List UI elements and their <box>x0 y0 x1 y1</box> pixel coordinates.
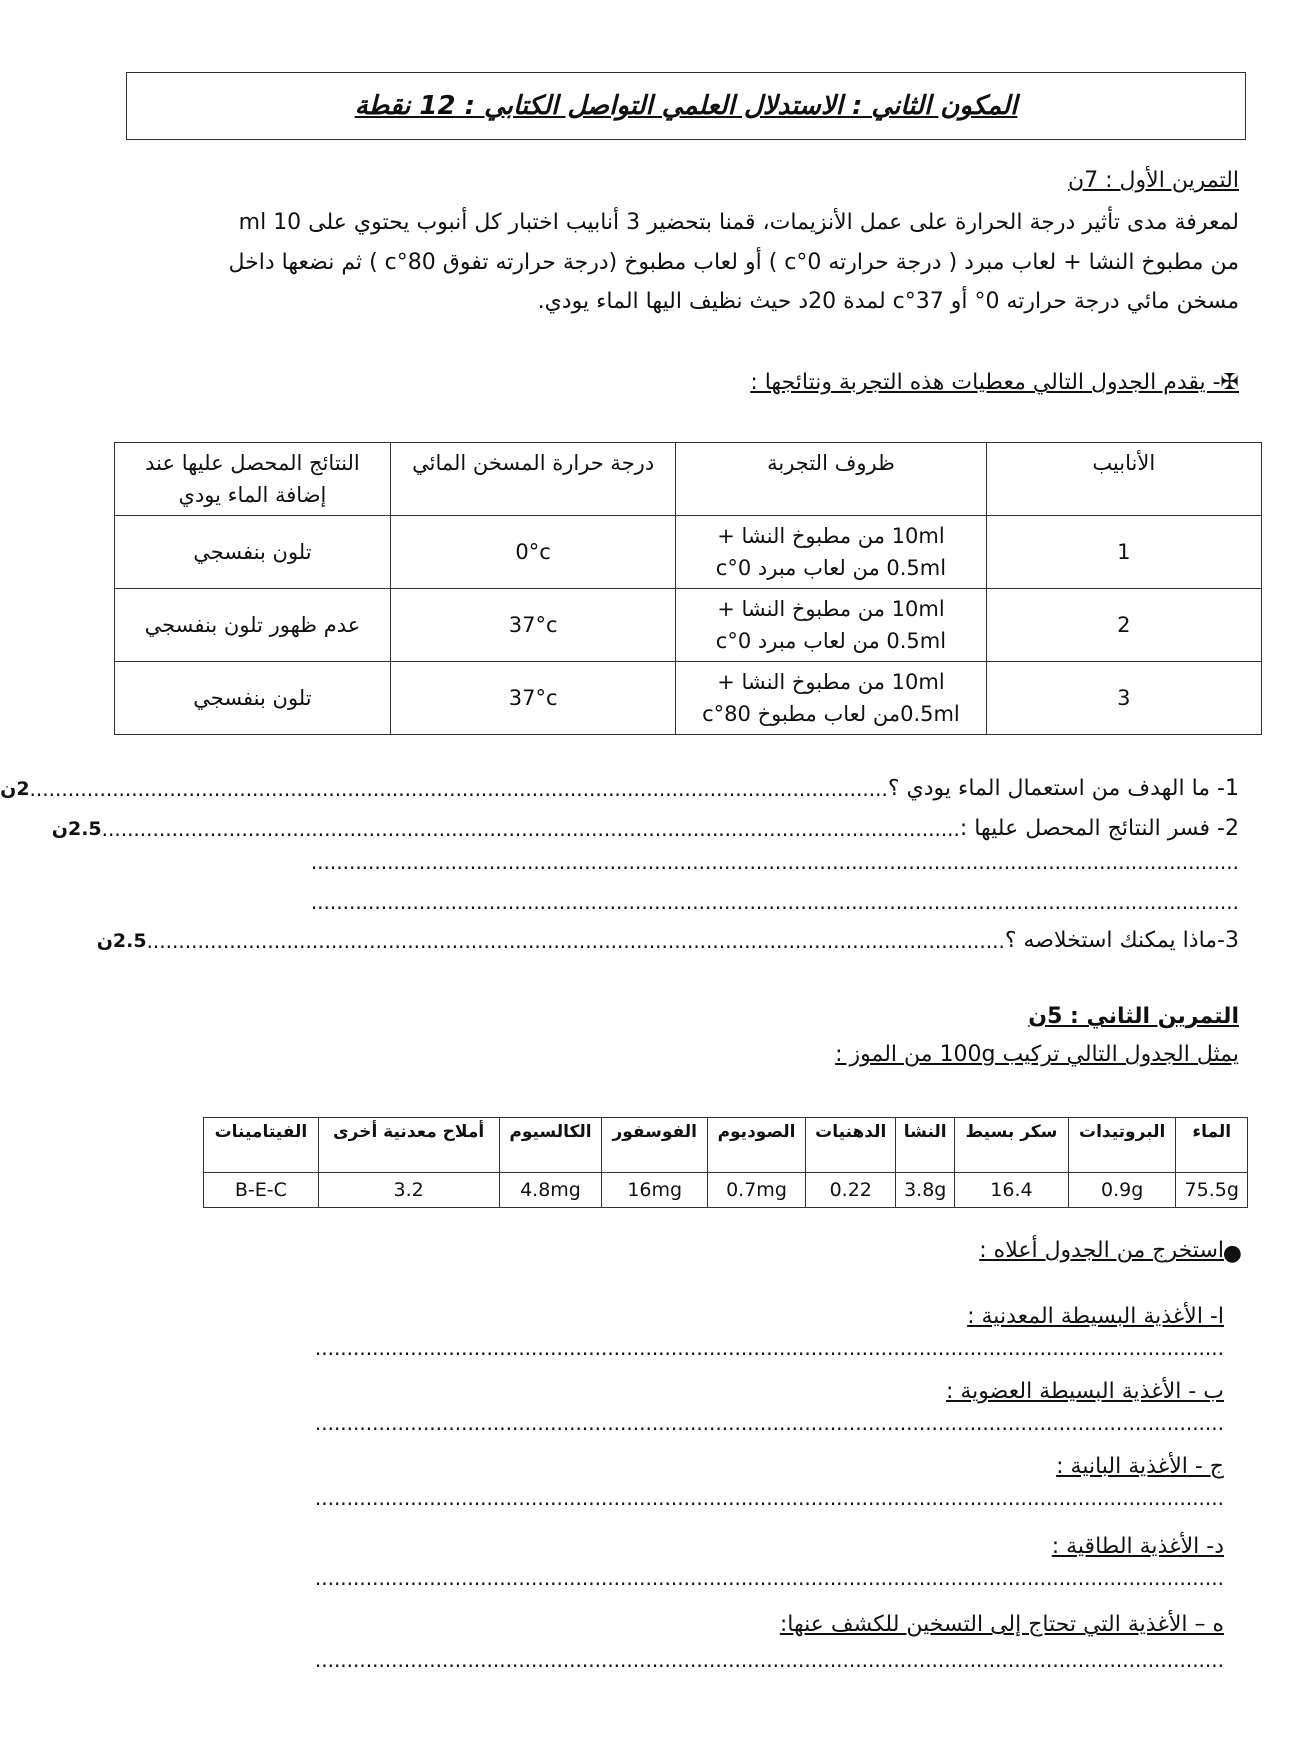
condition-line: 0.5mlمن لعاب مطبوخ 80°c <box>702 702 960 726</box>
condition-line: 10ml من مطبوخ النشا + <box>717 670 945 694</box>
conditions-cell <box>676 589 986 662</box>
value-cell: 0.7mg <box>707 1173 805 1208</box>
table-row <box>115 662 1262 735</box>
table-header-row <box>115 443 1262 516</box>
banana-composition-table <box>203 1117 1248 1208</box>
conditions-cell <box>676 516 986 589</box>
condition-line: 10ml من مطبوخ النشا + <box>717 524 945 548</box>
question-2-score: 2.5ن <box>51 818 102 840</box>
answer-line: ............................................................................................................................................... <box>314 1411 1224 1435</box>
answer-line: .................................................................................................................................................. <box>310 850 1239 874</box>
table-intro: ✠- يقدم الجدول التالي معطيات هذه التجربة ونتائجها : <box>750 370 1239 395</box>
value-cell: 0.22 <box>806 1173 896 1208</box>
temperature-cell: 37°c <box>390 589 676 662</box>
item-c: ج - الأغذية البانية : <box>1056 1454 1224 1479</box>
value-cell: 3.2 <box>318 1173 499 1208</box>
header-conditions: ظروف التجربة <box>676 443 986 516</box>
question-1-text: 1- ما الهدف من استعمال الماء يودي ؟ <box>887 776 1239 801</box>
table-row <box>115 516 1262 589</box>
instruction: استخرج من الجدول أعلاه : <box>979 1238 1224 1263</box>
result-cell: عدم ظهور تلون بنفسجي <box>115 589 391 662</box>
bullet-icon: ● <box>1222 1241 1242 1266</box>
exercise1-heading: التمرين الأول : 7ن <box>1068 168 1239 193</box>
item-d: د- الأغذية الطاقية : <box>1051 1534 1224 1559</box>
header-cell: الكالسيوم <box>499 1118 602 1173</box>
header-cell: الفيتامينات <box>204 1118 319 1173</box>
exercise1-paragraph-line1: لمعرفة مدى تأثير درجة الحرارة على عمل الأنزيمات، قمنا بتحضير 3 أنابيب اختبار كل أنبوب يحتوي على 10 ml <box>238 210 1239 235</box>
value-cell: 16.4 <box>954 1173 1068 1208</box>
table-header-row <box>204 1118 1248 1173</box>
condition-line: 10ml من مطبوخ النشا + <box>717 597 945 621</box>
tube-number: 1 <box>986 516 1262 589</box>
page-title: المكون الثاني : الاستدلال العلمي التواصل الكتابي : 12 نقطة <box>354 91 1018 121</box>
condition-line: 0.5ml من لعاب مبرد 0°c <box>715 629 947 653</box>
header-cell: النشا <box>896 1118 955 1173</box>
title-box <box>126 72 1246 140</box>
value-cell: 75.5g <box>1176 1173 1248 1208</box>
answer-dots: ....................................................................................................................................... <box>29 777 888 801</box>
answer-dots: ....................................................................................................................................... <box>146 929 1005 953</box>
table-row <box>115 589 1262 662</box>
value-cell: B-E-C <box>204 1173 319 1208</box>
value-cell: 3.8g <box>896 1173 955 1208</box>
question-3 <box>96 922 1239 960</box>
condition-line: 0.5ml من لعاب مبرد 0°c <box>715 556 947 580</box>
question-2-text: 2- فسر النتائج المحصل عليها : <box>959 816 1239 841</box>
exercise1-paragraph-line3: مسخن مائي درجة حرارته 0° أو 37°c لمدة 20د حيث نظيف اليها الماء يودي. <box>537 289 1239 314</box>
value-cell: 16mg <box>602 1173 708 1208</box>
question-1 <box>0 770 1239 808</box>
header-cell: البروتيدات <box>1068 1118 1176 1173</box>
header-cell: الصوديوم <box>707 1118 805 1173</box>
item-b: ب - الأغذية البسيطة العضوية : <box>945 1379 1224 1404</box>
answer-line: ............................................................................................................................................... <box>314 1566 1224 1590</box>
temperature-cell: 37°c <box>390 662 676 735</box>
question-2 <box>51 810 1239 848</box>
tube-number: 2 <box>986 589 1262 662</box>
answer-line: ............................................................................................................................................... <box>314 1486 1224 1510</box>
question-1-score: 2ن <box>0 778 30 800</box>
exercise2-intro: يمثل الجدول التالي تركيب 100g من الموز : <box>835 1042 1239 1067</box>
answer-line: ............................................................................................................................................... <box>314 1336 1224 1360</box>
item-a: ا- الأغذية البسيطة المعدنية : <box>967 1304 1224 1329</box>
exercise2-heading: التمرين الثاني : 5ن <box>1028 1004 1239 1029</box>
answer-line: ............................................................................................................................................... <box>314 1648 1224 1672</box>
header-results: النتائج المحصل عليها عند إضافة الماء يودي <box>115 443 391 516</box>
answer-line: .................................................................................................................................................. <box>310 890 1239 914</box>
exercise1-paragraph-line2: من مطبوخ النشا + لعاب مبرد ( درجة حرارته 0°c ) أو لعاب مطبوخ (درجة حرارته تفوق 80°c ) ثم نضعها داخل <box>228 250 1239 275</box>
header-cell: الماء <box>1176 1118 1248 1173</box>
experiment-table <box>114 442 1262 735</box>
header-tubes: الأنابيب <box>986 443 1262 516</box>
table-row <box>204 1173 1248 1208</box>
item-e: ه – الأغذية التي تحتاج إلى التسخين للكشف عنها: <box>779 1612 1224 1637</box>
value-cell: 0.9g <box>1068 1173 1176 1208</box>
answer-dots: ....................................................................................................................................... <box>101 817 960 841</box>
question-3-score: 2.5ن <box>96 930 147 952</box>
header-cell: الدهنيات <box>806 1118 896 1173</box>
result-cell: تلون بنفسجي <box>115 662 391 735</box>
value-cell: 4.8mg <box>499 1173 602 1208</box>
temperature-cell: 0°c <box>390 516 676 589</box>
tube-number: 3 <box>986 662 1262 735</box>
header-cell: سكر بسيط <box>954 1118 1068 1173</box>
header-cell: أملاح معدنية أخرى <box>318 1118 499 1173</box>
question-3-text: 3-ماذا يمكنك استخلاصه ؟ <box>1004 928 1239 953</box>
result-cell: تلون بنفسجي <box>115 516 391 589</box>
header-temperature: درجة حرارة المسخن المائي <box>390 443 676 516</box>
conditions-cell <box>676 662 986 735</box>
header-cell: الفوسفور <box>602 1118 708 1173</box>
